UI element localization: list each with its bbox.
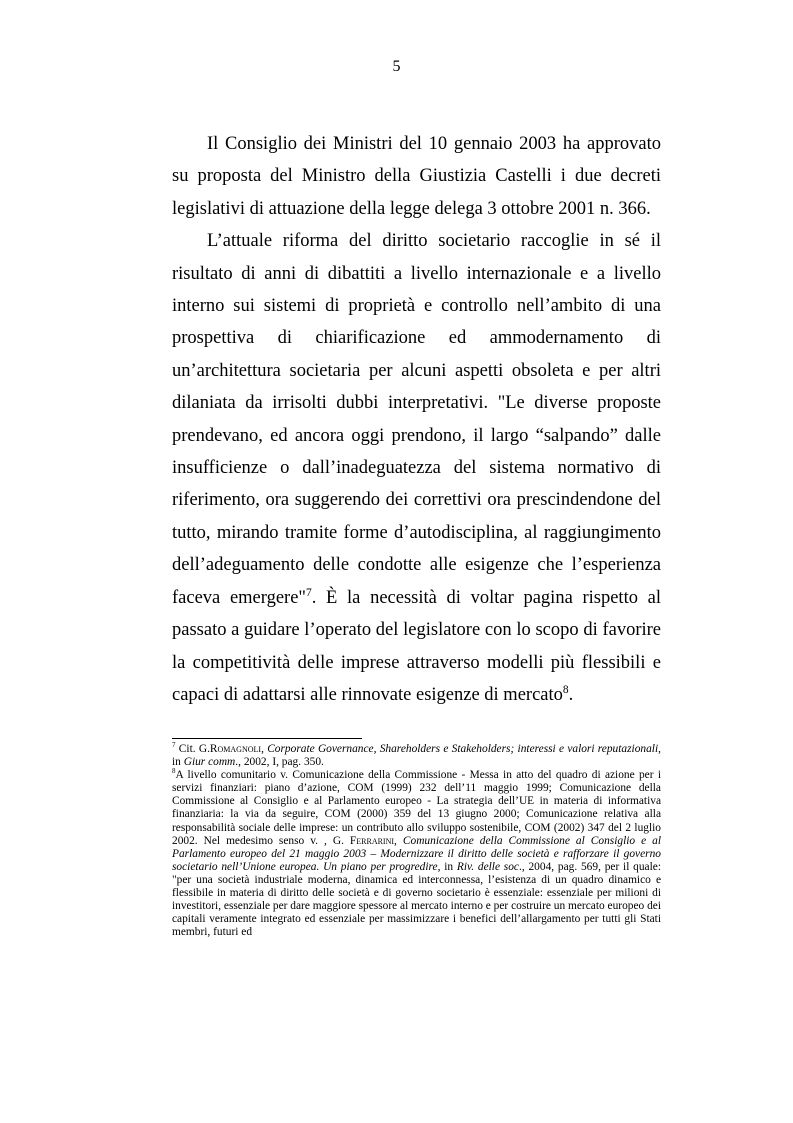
footnote-7-lead: Cit. G. <box>175 743 210 755</box>
footnote-7-sep: , <box>261 743 268 755</box>
paragraph-1: Il Consiglio dei Ministri del 10 gennaio 2003 ha approvato su proposta del Ministro della Giustizia Castelli i due decreti legislativi di attuazione della legge delega 3 ottobre 2001 n. 366. <box>172 134 661 219</box>
footnote-8-author: Ferrarini <box>349 834 395 847</box>
footnote-7-journal: Giur comm <box>183 756 236 769</box>
footnote-7 <box>172 743 661 769</box>
footnote-7-mid: , in <box>172 743 661 769</box>
paragraph-2-part-b: . È la necessità di voltar pagina rispetto al passato a guidare l’operato del legislatore con lo scopo di favorire la competitività delle imprese attraverso modelli più flessibili e capaci di adattarsi alle rinnovate esigenze di mercato <box>172 587 662 705</box>
footnote-7-author: Romagnoli <box>209 743 262 755</box>
paragraph-2-end: . <box>568 684 574 705</box>
footnote-8-journal: Riv. delle soc <box>456 860 519 873</box>
footnote-8-title: Comunicazione della Commissione al Consiglio e al Parlamento europeo del 21 maggio 2003 – Modernizzare il diritto delle società e rafforzare il governo societario nell’Unione europea. Un piano per progredire, <box>172 834 662 873</box>
footnote-separator <box>172 738 362 739</box>
footnote-ref-8[interactable]: 8 <box>562 683 569 696</box>
body-text <box>172 128 661 711</box>
footnote-7-marker: 7 <box>172 741 176 750</box>
footnote-8 <box>172 769 661 939</box>
footnote-8-marker: 8 <box>172 767 176 776</box>
footnote-8-text-a: A livello comunitario v. Comunicazione della Commissione - Messa in atto del quadro di azione per i servizi finanziari: piano d’azione, COM (1999) 232 dell’11 maggio 1999; Comunicazione della Commissione al Consiglio e al Parlamento europeo - La strategia dell’UE in materia di informativa finanziaria: la via da seguire, COM (2000) 359 del 13 giugno 2000; Comunicazione relativa alla responsabilità sociale delle imprese: un contributo allo sviluppo sostenibile, COM (2002) 347 del 2 luglio 2002. Nel medesimo senso v. , G. <box>172 769 661 847</box>
footnote-7-title: Corporate Governance, Shareholders e Stakeholders; interessi e valori reputazionali <box>267 743 659 755</box>
footnote-8-mid: in <box>440 860 457 873</box>
footnote-ref-7[interactable]: 7 <box>305 586 312 599</box>
paragraph-2-part-a: L’attuale riforma del diritto societario raccoglie in sé il risultato di anni di dibattiti a livello internazionale e a livello interno sui sistemi di proprietà e controllo nell’ambito di una prospettiva di chiarificazione ed ammodernamento di un’architettura societaria per alcuni aspetti obsoleta e per altri dilaniata da irrisolti dubbi interpretativi. "Le diverse proposte prendevano, ed ancora oggi prendono, il largo “salpando” dalle insufficienze o dall’inadeguatezza del sistema normativo di riferimento, ora suggerendo dei correttivi ora prescindendone del tutto, mirando tramite forme d’autodisciplina, al raggiungimento dell’adeguamento delle condotte alle esigenze che l’esperienza faceva emergere" <box>172 231 661 608</box>
paragraph-2 <box>172 225 661 711</box>
footnote-8-sep: , <box>394 834 403 847</box>
footnote-8-text-b: ., 2004, pag. 569, per il quale: "per una società industriale moderna, dinamica ed interconnessa, l’esistenza di un quadro dinamico e flessibile in materia di diritto delle società e di governo societario è essenziale: essenziale per milioni di investitori, essenziale per dare maggiore spessore al mercato interno e per costruire un mercato europeo dei capitali veramente integrato ed essenziale per massimizzare i benefici dell’allargamento per tutti gli Stati membri, futuri ed <box>172 860 662 939</box>
footnote-7-tail: ., 2002, I, pag. 350. <box>235 756 324 769</box>
page-number: 5 <box>392 58 401 75</box>
footnotes <box>172 743 661 939</box>
